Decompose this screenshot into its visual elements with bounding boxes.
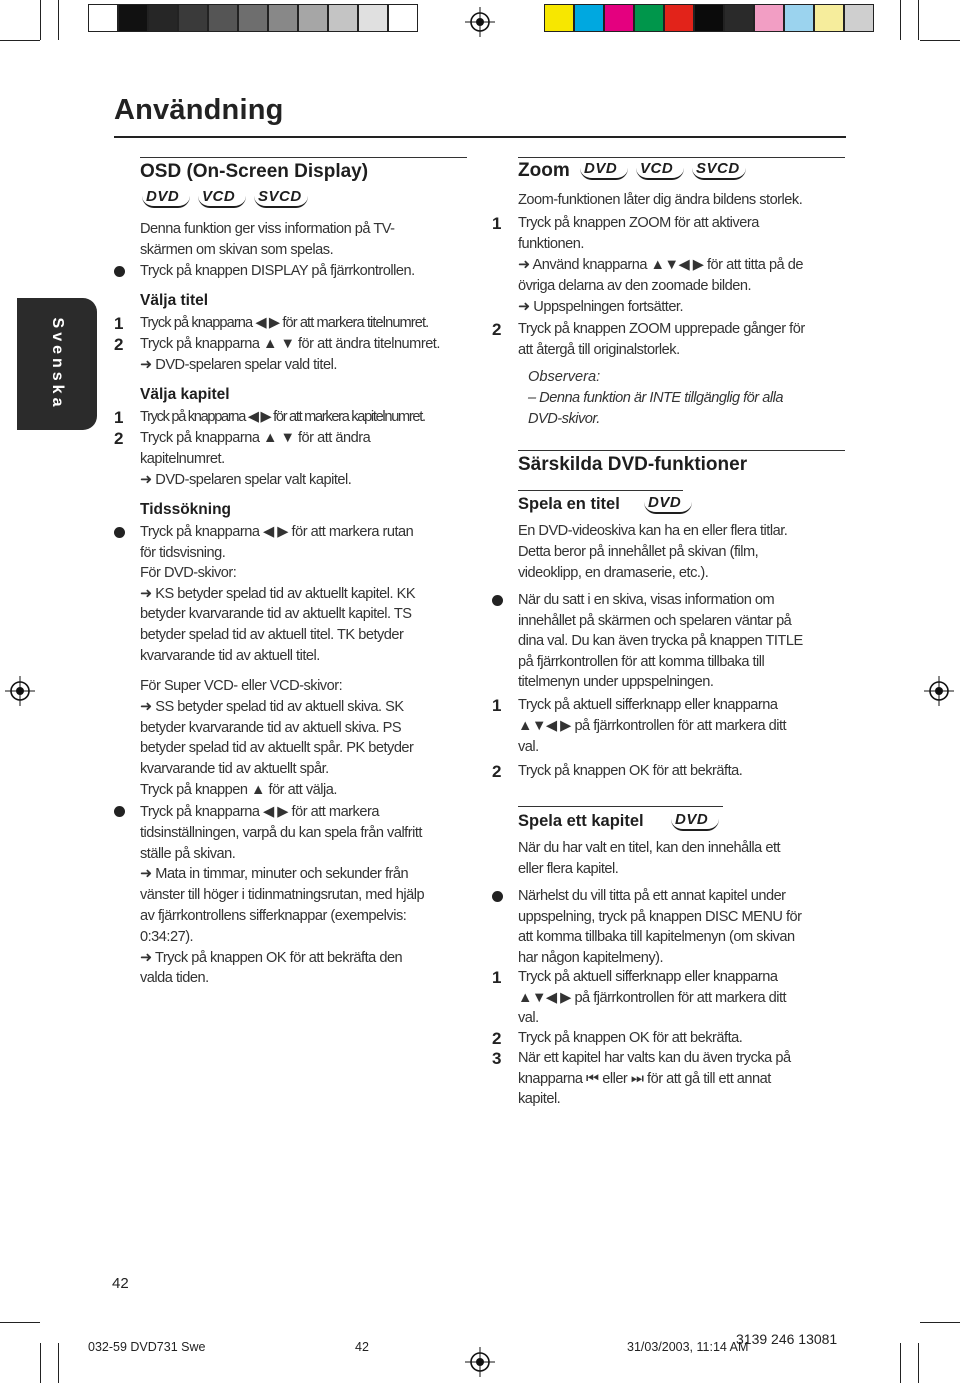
color-swatch — [694, 4, 724, 32]
bullet-icon — [492, 891, 503, 902]
text-line: funktionen. — [518, 236, 584, 252]
step-number: 2 — [114, 335, 124, 354]
dvd-badge-icon: DVD — [671, 811, 721, 831]
dvd-badge-icon: DVD — [142, 188, 192, 208]
subheading-tidssokning: Tidssökning — [140, 501, 232, 518]
page-title: Användning — [114, 94, 284, 126]
text-line: att komma tillbaka till kapitelmenyn (om skivan — [518, 929, 795, 945]
section-divider — [140, 157, 467, 158]
registration-mark-icon — [465, 7, 495, 37]
color-swatch — [664, 4, 694, 32]
paragraph: Zoom-funktionen låter dig ändra bildens storlek. — [518, 192, 803, 208]
text-line: av fjärrkontrollens sifferknappar (exempelvis: — [140, 908, 407, 924]
step-number: 1 — [492, 968, 502, 987]
step-text: Tryck på knappen OK för att bekräfta. — [518, 763, 743, 779]
text-line: knapparna ⏮ eller ⏭ för att gå till ett annat — [518, 1070, 771, 1087]
subheading-spela-titel: Spela en titel — [518, 495, 620, 513]
bullet-icon — [114, 266, 125, 277]
paragraph: Denna funktion ger viss information på TV- — [140, 221, 395, 237]
text-line: dina val. Du kan även trycka på knappen TITLE — [518, 633, 803, 649]
text-line: ➜ SS betyder spelad tid av aktuell skiva. SK — [140, 698, 404, 715]
color-swatch — [634, 4, 664, 32]
step-text: Tryck på knapparna ◀ ▶ för att markera kapitelnumret. — [140, 409, 425, 425]
text-line: ▲▼◀ ▶ på fjärrkontrollen för att markera ditt — [518, 989, 787, 1006]
step-number: 2 — [492, 320, 502, 339]
step-text: Tryck på knappen OK för att bekräfta. — [518, 1030, 743, 1046]
text-line: Tryck på knapparna ◀ ▶ för att markera — [140, 804, 379, 820]
bullet-icon — [114, 527, 125, 538]
step-number: 2 — [114, 429, 124, 448]
text-line: ➜ KS betyder spelad tid av aktuellt kapitel. KK — [140, 585, 416, 602]
registration-mark-icon — [5, 676, 35, 706]
text-line: titelmenyn under uppspelningen. — [518, 674, 714, 690]
text-line: kvarvarande tid av aktuellt spår. — [140, 761, 329, 778]
language-tab-label: Svenska — [49, 317, 66, 411]
text-line: Tryck på knapparna ◀ ▶ för att markera rutan — [140, 524, 414, 540]
text-line: Närhelst du vill titta på ett annat kapitel under — [518, 888, 786, 904]
color-swatch — [388, 4, 418, 32]
text-line: ➜ Använd knapparna ▲▼◀ ▶ för att titta på de — [518, 257, 803, 273]
bullet-icon — [114, 806, 125, 817]
step-text: Tryck på knapparna ▲ ▼ för att ändra titelnumret. — [140, 336, 440, 352]
dvd-badge-icon: DVD — [580, 160, 630, 180]
text-line: innehållet på skärmen och spelaren väntar på — [518, 612, 792, 629]
text-line: ➜ Mata in timmar, minuter och sekunder från — [140, 866, 409, 883]
text-line: ➜ Tryck på knappen OK för att bekräfta den — [140, 949, 403, 966]
step-number: 2 — [492, 762, 502, 781]
text-line: val. — [518, 1010, 539, 1026]
color-swatch — [784, 4, 814, 32]
color-swatch — [544, 4, 574, 32]
text-line: på fjärrkontrollen för att komma tillbaka till — [518, 653, 765, 670]
page-number: 42 — [112, 1275, 129, 1292]
subsection-divider — [518, 490, 683, 491]
text-line: När du har valt en titel, kan den innehålla ett — [518, 840, 781, 856]
result-text: ➜ DVD-spelaren spelar valt kapitel. — [140, 472, 352, 488]
registration-mark-icon — [465, 1347, 495, 1377]
footer-filename: 032-59 DVD731 Swe — [88, 1340, 206, 1354]
color-swatch — [574, 4, 604, 32]
section-divider — [518, 450, 845, 451]
text-line: För DVD-skivor: — [140, 565, 237, 582]
text-line: vänster till höger i tidinmatningsrutan, med hjälp — [140, 887, 425, 904]
text-line: För Super VCD- eller VCD-skivor: — [140, 678, 343, 694]
paragraph: skärmen om skivan som spelas. — [140, 242, 334, 258]
color-swatch — [604, 4, 634, 32]
text-line: Detta beror på innehållet på skivan (film, — [518, 543, 759, 560]
text-line: valda tiden. — [140, 970, 209, 987]
text-line: kapitel. — [518, 1091, 561, 1107]
note-text: – Denna funktion är INTE tillgänglig för alla — [528, 390, 783, 406]
text-line: betyder spelad tid av aktuell titel. TK betyder — [140, 627, 404, 643]
bullet-icon — [492, 595, 503, 606]
text-line: Tryck på knappen ZOOM för att aktivera — [518, 215, 759, 231]
color-swatch — [814, 4, 844, 32]
footer-date: 31/03/2003, 11:14 AM — [627, 1340, 749, 1354]
text-line: Tryck på knappen ▲ för att välja. — [140, 782, 337, 798]
text-line: val. — [518, 739, 539, 755]
color-swatch — [118, 4, 148, 32]
subsection-divider — [518, 806, 723, 807]
step-number: 1 — [114, 408, 124, 427]
text-line: har någon kapitelmeny). — [518, 949, 664, 966]
text-line: 0:34:27). — [140, 928, 194, 945]
step-number: 1 — [492, 696, 502, 715]
text-line: kvarvarande tid av aktuell titel. — [140, 647, 320, 664]
text-line: eller flera kapitel. — [518, 860, 619, 877]
step-number: 1 — [492, 214, 502, 233]
text-line: att återgå till originalstorlek. — [518, 342, 680, 358]
svcd-badge-icon: SVCD — [692, 160, 748, 180]
step-text: Tryck på knapparna ◀ ▶ för att markera titelnumret. — [140, 315, 429, 331]
footer-page: 42 — [355, 1340, 369, 1354]
text-line: En DVD-videoskiva kan ha en eller flera titlar. — [518, 523, 788, 539]
text-line: När du satt i en skiva, visas information om — [518, 592, 775, 608]
section-heading-special-dvd: Särskilda DVD-funktioner — [518, 454, 748, 475]
step-text: Tryck på knapparna ▲ ▼ för att ändra — [140, 430, 371, 446]
text-line: för tidsvisning. — [140, 544, 226, 561]
note-label: Observera: — [528, 369, 601, 385]
subheading-valja-titel: Välja titel — [140, 292, 209, 309]
dvd-badge-icon: DVD — [644, 494, 694, 514]
step-text: kapitelnumret. — [140, 451, 225, 467]
vcd-badge-icon: VCD — [198, 188, 248, 208]
text-line: betyder spelad tid av aktuellt spår. PK betyder — [140, 740, 414, 757]
text-line: uppspelning, tryck på knappen DISC MENU för — [518, 908, 802, 925]
section-heading-osd: OSD (On-Screen Display) — [140, 161, 369, 182]
step-number: 2 — [492, 1029, 502, 1048]
paragraph: Tryck på knappen DISPLAY på fjärrkontrollen. — [140, 263, 415, 279]
color-swatch — [328, 4, 358, 32]
text-line: Tryck på aktuell sifferknapp eller knapparna — [518, 969, 778, 985]
text-line: När ett kapitel har valts kan du även trycka på — [518, 1050, 791, 1066]
color-swatch — [754, 4, 784, 32]
step-number: 1 — [114, 314, 124, 333]
color-swatch — [238, 4, 268, 32]
color-swatch — [298, 4, 328, 32]
color-swatch — [88, 4, 118, 32]
text-line: betyder kvarvarande tid av aktuellt kapitel. TS — [140, 606, 412, 623]
section-heading-zoom: Zoom — [518, 160, 570, 181]
subheading-spela-kapitel: Spela ett kapitel — [518, 812, 644, 830]
step-number: 3 — [492, 1049, 502, 1068]
text-line: Tryck på aktuell sifferknapp eller knapparna — [518, 697, 778, 713]
text-line: ▲▼◀ ▶ på fjärrkontrollen för att markera ditt — [518, 718, 787, 734]
note-text: DVD-skivor. — [528, 411, 600, 427]
registration-mark-icon — [924, 676, 954, 706]
svcd-badge-icon: SVCD — [254, 188, 310, 208]
text-line: videoklipp, en dramaserie, etc.). — [518, 564, 709, 581]
color-swatch — [724, 4, 754, 32]
vcd-badge-icon: VCD — [636, 160, 686, 180]
color-swatch — [268, 4, 298, 32]
color-swatch — [148, 4, 178, 32]
text-line: ställe på skivan. — [140, 845, 236, 862]
subheading-valja-kapitel: Välja kapitel — [140, 386, 230, 403]
color-swatch — [358, 4, 388, 32]
text-line: Tryck på knappen ZOOM upprepade gånger för — [518, 321, 805, 337]
title-divider — [114, 136, 846, 138]
footer-code: 3139 246 13081 — [736, 1331, 838, 1347]
text-line: betyder kvarvarande tid av aktuell skiva. PS — [140, 719, 402, 736]
result-text: ➜ DVD-spelaren spelar vald titel. — [140, 357, 337, 373]
color-swatch — [208, 4, 238, 32]
text-line: övriga delarna av den zoomade bilden. — [518, 278, 752, 294]
text-line: ➜ Uppspelningen fortsätter. — [518, 299, 684, 315]
text-line: tidsinställningen, varpå du kan spela från valfritt — [140, 824, 422, 841]
section-divider — [518, 157, 845, 158]
color-swatch — [178, 4, 208, 32]
color-swatch — [844, 4, 874, 32]
